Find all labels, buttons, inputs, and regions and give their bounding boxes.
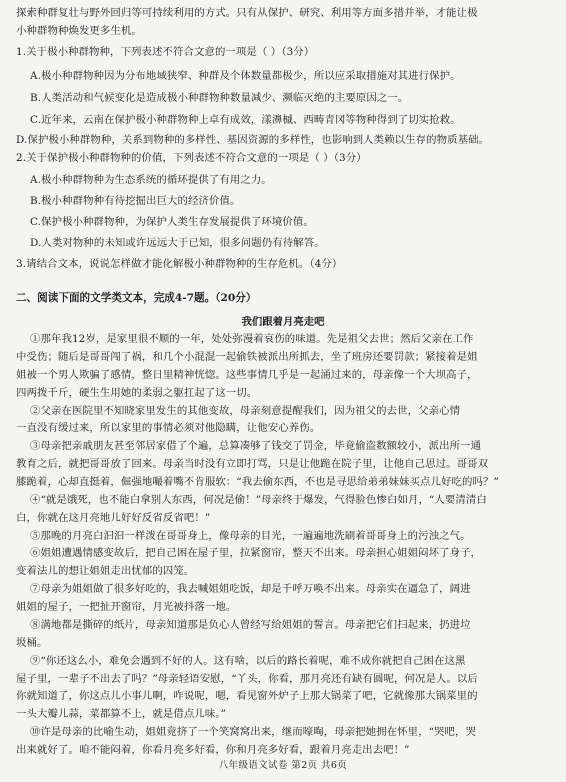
story-line: 教育之后，就把哥哥放了回来。母亲当时没有立即打骂，只是让他跪在院子里，让他自己思过。哥哥双	[16, 458, 489, 471]
story-line: ⑧满地都是撕碎的纸片，母亲知道那是负心人曾经写给姐姐的誓言。母亲把它们扫起来，扔进垃	[30, 618, 471, 631]
q2-option-c: C.保护极小种群物种，为保护人类生存发展提供了环境价值。	[30, 216, 314, 228]
page-footer: 八年级语文试卷 第2页 共6页	[218, 760, 348, 771]
story-line: 屋子里，一辈子不出去了吗？”母亲轻语安慰，“丫头，你看，那月亮还有缺有圆呢，何况是人。以后	[16, 672, 478, 685]
q2-option-a: A.极小种群物种为生态系统的循环提供了有用之力。	[30, 174, 272, 186]
question-3-stem: 3.请结合文本，说说怎样做才能化解极小种群物种的生存危机。（4分）	[16, 258, 343, 270]
question-1-stem: 1.关于极小种群物种，下列表述不符合文意的一项是（ ）（3分）	[16, 46, 315, 58]
story-line: 白，你就在这月亮地儿好好反省反省吧！”	[16, 511, 211, 524]
intro-line: 小种群物种焕发更多生机。	[16, 25, 142, 37]
story-line: 姐被一个男人欺骗了感情，整日里精神恍惚。这些事情几乎是一起涌过来的，母亲像一个大坝高子，	[16, 368, 478, 381]
story-line: ④“就是饿死，也不能白拿别人东西，何况是偷！”母亲终于爆发，气得脸色惨白如月，“人要清清白	[30, 493, 487, 506]
q1-option-a: A.极小种群物种因为分布地域狭窄、种群及个体数量都极少，所以应采取措施对其进行保护。	[30, 70, 461, 82]
q2-option-b: B.极小种群物种有待挖掘出巨大的经济价值。	[30, 195, 241, 207]
story-line: 中受伤；随后是哥哥闯了祸，和几个小混混一起偷铁被派出所抓去，坐了班房还要罚款；紧接着是姐	[16, 350, 478, 363]
story-line: ⑩许是母亲的比喻生动，姐姐竟挤了一个笑窝窝出来，继而嚎啕，母亲把她拥在怀里，“哭吧，哭	[30, 726, 477, 739]
story-line: ⑦母亲为姐姐做了很多好吃的，我去喊姐姐吃饭，却是千呼万唤不出来。母亲实在逼急了，阔进	[30, 583, 471, 596]
story-line: ①那年我12岁，是家里很不顺的一年，处处弥漫着哀伤的味道。先是祖父去世；然后父亲在工作	[30, 333, 474, 345]
section-2-heading: 二、阅读下面的文学类文本，完成4-7题。（20分）	[16, 292, 257, 304]
story-line: 膝跪着，心却直挺着，倔强地嘬着嘴不肯服软：“我去偷东西，不也是寻思给弟弟妹妹买点儿好吃的吗？”	[16, 476, 499, 488]
question-2-stem: 2.关于保护极小种群物种的价值，下列表述不符合文意的一项是（ ）（3分）	[16, 152, 367, 164]
story-line: ⑨“你还这么小，难免会遇到不好的人。这有啥，以后的路长着呢，难不成你就把自己困在这黑	[30, 654, 466, 667]
story-line: 你就知道了，你这点儿小事儿啊，咋说呢，嗯，看见窗外炉子上那大锅菜了吧，它就像那大锅菜里的	[16, 690, 478, 703]
story-line: 一头大瓣儿蒜，菜都算不上，就是借点儿味。”	[16, 708, 227, 721]
intro-line: 探索种群复壮与野外回归等可持续利用的方式。只有从保护、研究、利用等方面多措并举，才能让极	[16, 7, 478, 19]
story-line: ②父亲在医院里不知晓家里发生的其他变故，母亲刻意提醒我们，因为祖父的去世，父亲心情	[30, 404, 461, 417]
story-line: 四两拨千斤，硬生生用她的柔弱之躯扛起了这一切。	[16, 386, 258, 399]
story-line: 圾桶。	[16, 636, 48, 649]
story-line: 出来就好了。咱不能闷着，你看月亮多好看，你和月亮多好看，跟着月亮走出去吧！”	[16, 744, 410, 756]
story-line: 变着法儿的想让姐姐走出忧郁的囚笼。	[16, 565, 195, 578]
q2-option-d: D.人类对物种的未知或许远远大于已知，很多问题仍有待解答。	[30, 237, 325, 249]
q1-option-d: D.保护极小种群物种，关系到物种的多样性、基因资源的多样性，也影响到人类赖以生存的物质基础。	[16, 134, 490, 146]
story-title: 我们跟着月亮走吧	[241, 316, 325, 328]
story-line: ③母亲把亲戚朋友甚至邻居家借了个遍，总算凑够了钱交了罚金，毕竟偷盗数额较小，派出所一通	[30, 440, 482, 453]
q1-option-c: C.近年来，云南在保护极小种群物种上卓有成效，漾濞槭、西畴青冈等物种得到了切实抢救。	[30, 114, 461, 126]
story-line: ⑤那晚的月亮白汩汩一样泼在哥哥身上，像母亲的目光，一遍遍地洗刷着哥哥身上的污浊之气。	[30, 529, 471, 542]
story-line: 姐姐的屋子，一把扯开窗帘，月光被抖落一地。	[16, 601, 237, 613]
story-line: 一直没有缓过来，所以家里的事情必须对他隐瞒，让他安心养伤。	[16, 422, 321, 435]
q1-option-b: B.人类活动和气候变化是造成极小种群物种数量减少、濒临灭绝的主要原因之一。	[30, 92, 409, 104]
story-line: ⑥姐姐遭遇情感变故后，把自己困在屋子里，拉紧窗帘，整天不出来。母亲担心姐姐闷坏了身子，	[30, 547, 482, 560]
